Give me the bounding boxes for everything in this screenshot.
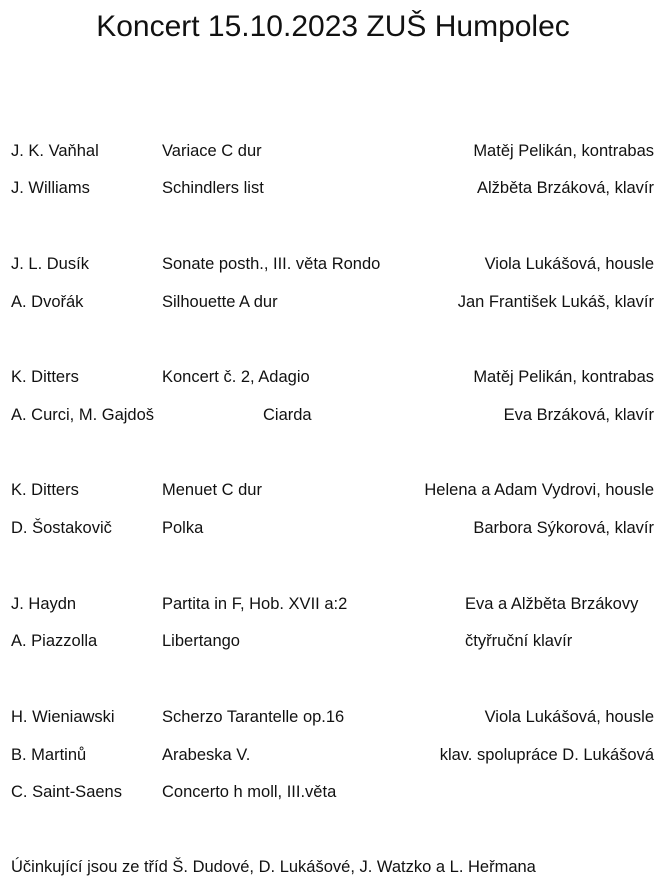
piece: Scherzo Tarantelle op.16 <box>162 708 345 726</box>
composer: C. Saint-Saens <box>11 783 122 801</box>
composer: A. Dvořák <box>11 293 84 311</box>
performer: Eva a Alžběta Brzákovy <box>465 595 639 613</box>
performer: klav. spolupráce D. Lukášová <box>439 746 654 764</box>
program-row <box>0 139 666 163</box>
performer: Matěj Pelikán, kontrabas <box>473 142 654 160</box>
piece: Ciarda <box>263 406 312 424</box>
performer: čtyřruční klavír <box>465 632 573 650</box>
piece: Menuet C dur <box>162 481 262 499</box>
program-row <box>0 403 666 427</box>
composer: B. Martinů <box>11 746 87 764</box>
program-row <box>0 743 666 767</box>
performer: Alžběta Brzáková, klavír <box>477 179 654 197</box>
program-row <box>0 365 666 389</box>
page-title: Koncert 15.10.2023 ZUŠ Humpolec <box>96 10 570 43</box>
program-row <box>0 629 666 653</box>
composer: J. Williams <box>11 179 90 197</box>
performer: Viola Lukášová, housle <box>484 708 654 726</box>
performer: Helena a Adam Vydrovi, housle <box>424 481 654 499</box>
program-row <box>0 516 666 540</box>
program-row <box>0 290 666 314</box>
performers-note: Účinkující jsou ze tříd Š. Dudové, D. Lukášové, J. Watzko a L. Heřmana <box>11 858 536 876</box>
composer: D. Šostakovič <box>11 519 112 537</box>
program-row <box>0 176 666 200</box>
piece: Libertango <box>162 632 240 650</box>
composer: A. Curci, M. Gajdoš <box>11 406 155 424</box>
composer: J. L. Dusík <box>11 255 89 273</box>
program-row <box>0 478 666 502</box>
piece: Concerto h moll, III.věta <box>162 783 337 801</box>
performer: Eva Brzáková, klavír <box>503 406 654 424</box>
piece: Polka <box>162 519 204 537</box>
piece: Koncert č. 2, Adagio <box>162 368 310 386</box>
piece: Partita in F, Hob. XVII a:2 <box>162 595 348 613</box>
composer: H. Wieniawski <box>11 708 115 726</box>
composer: J. K. Vaňhal <box>11 142 99 160</box>
program-row <box>0 252 666 276</box>
composer: J. Haydn <box>11 595 77 613</box>
performer: Barbora Sýkorová, klavír <box>473 519 654 537</box>
program-row <box>0 780 666 804</box>
performer: Matěj Pelikán, kontrabas <box>473 368 654 386</box>
composer: K. Ditters <box>11 481 79 499</box>
composer: A. Piazzolla <box>11 632 98 650</box>
composer: K. Ditters <box>11 368 79 386</box>
piece: Arabeska V. <box>162 746 251 764</box>
performer: Viola Lukášová, housle <box>484 255 654 273</box>
performer: Jan František Lukáš, klavír <box>457 293 654 311</box>
piece: Sonate posth., III. věta Rondo <box>162 255 381 273</box>
piece: Silhouette A dur <box>162 293 278 311</box>
piece: Schindlers list <box>162 179 264 197</box>
program-row <box>0 705 666 729</box>
program-row <box>0 592 666 616</box>
piece: Variace C dur <box>162 142 262 160</box>
